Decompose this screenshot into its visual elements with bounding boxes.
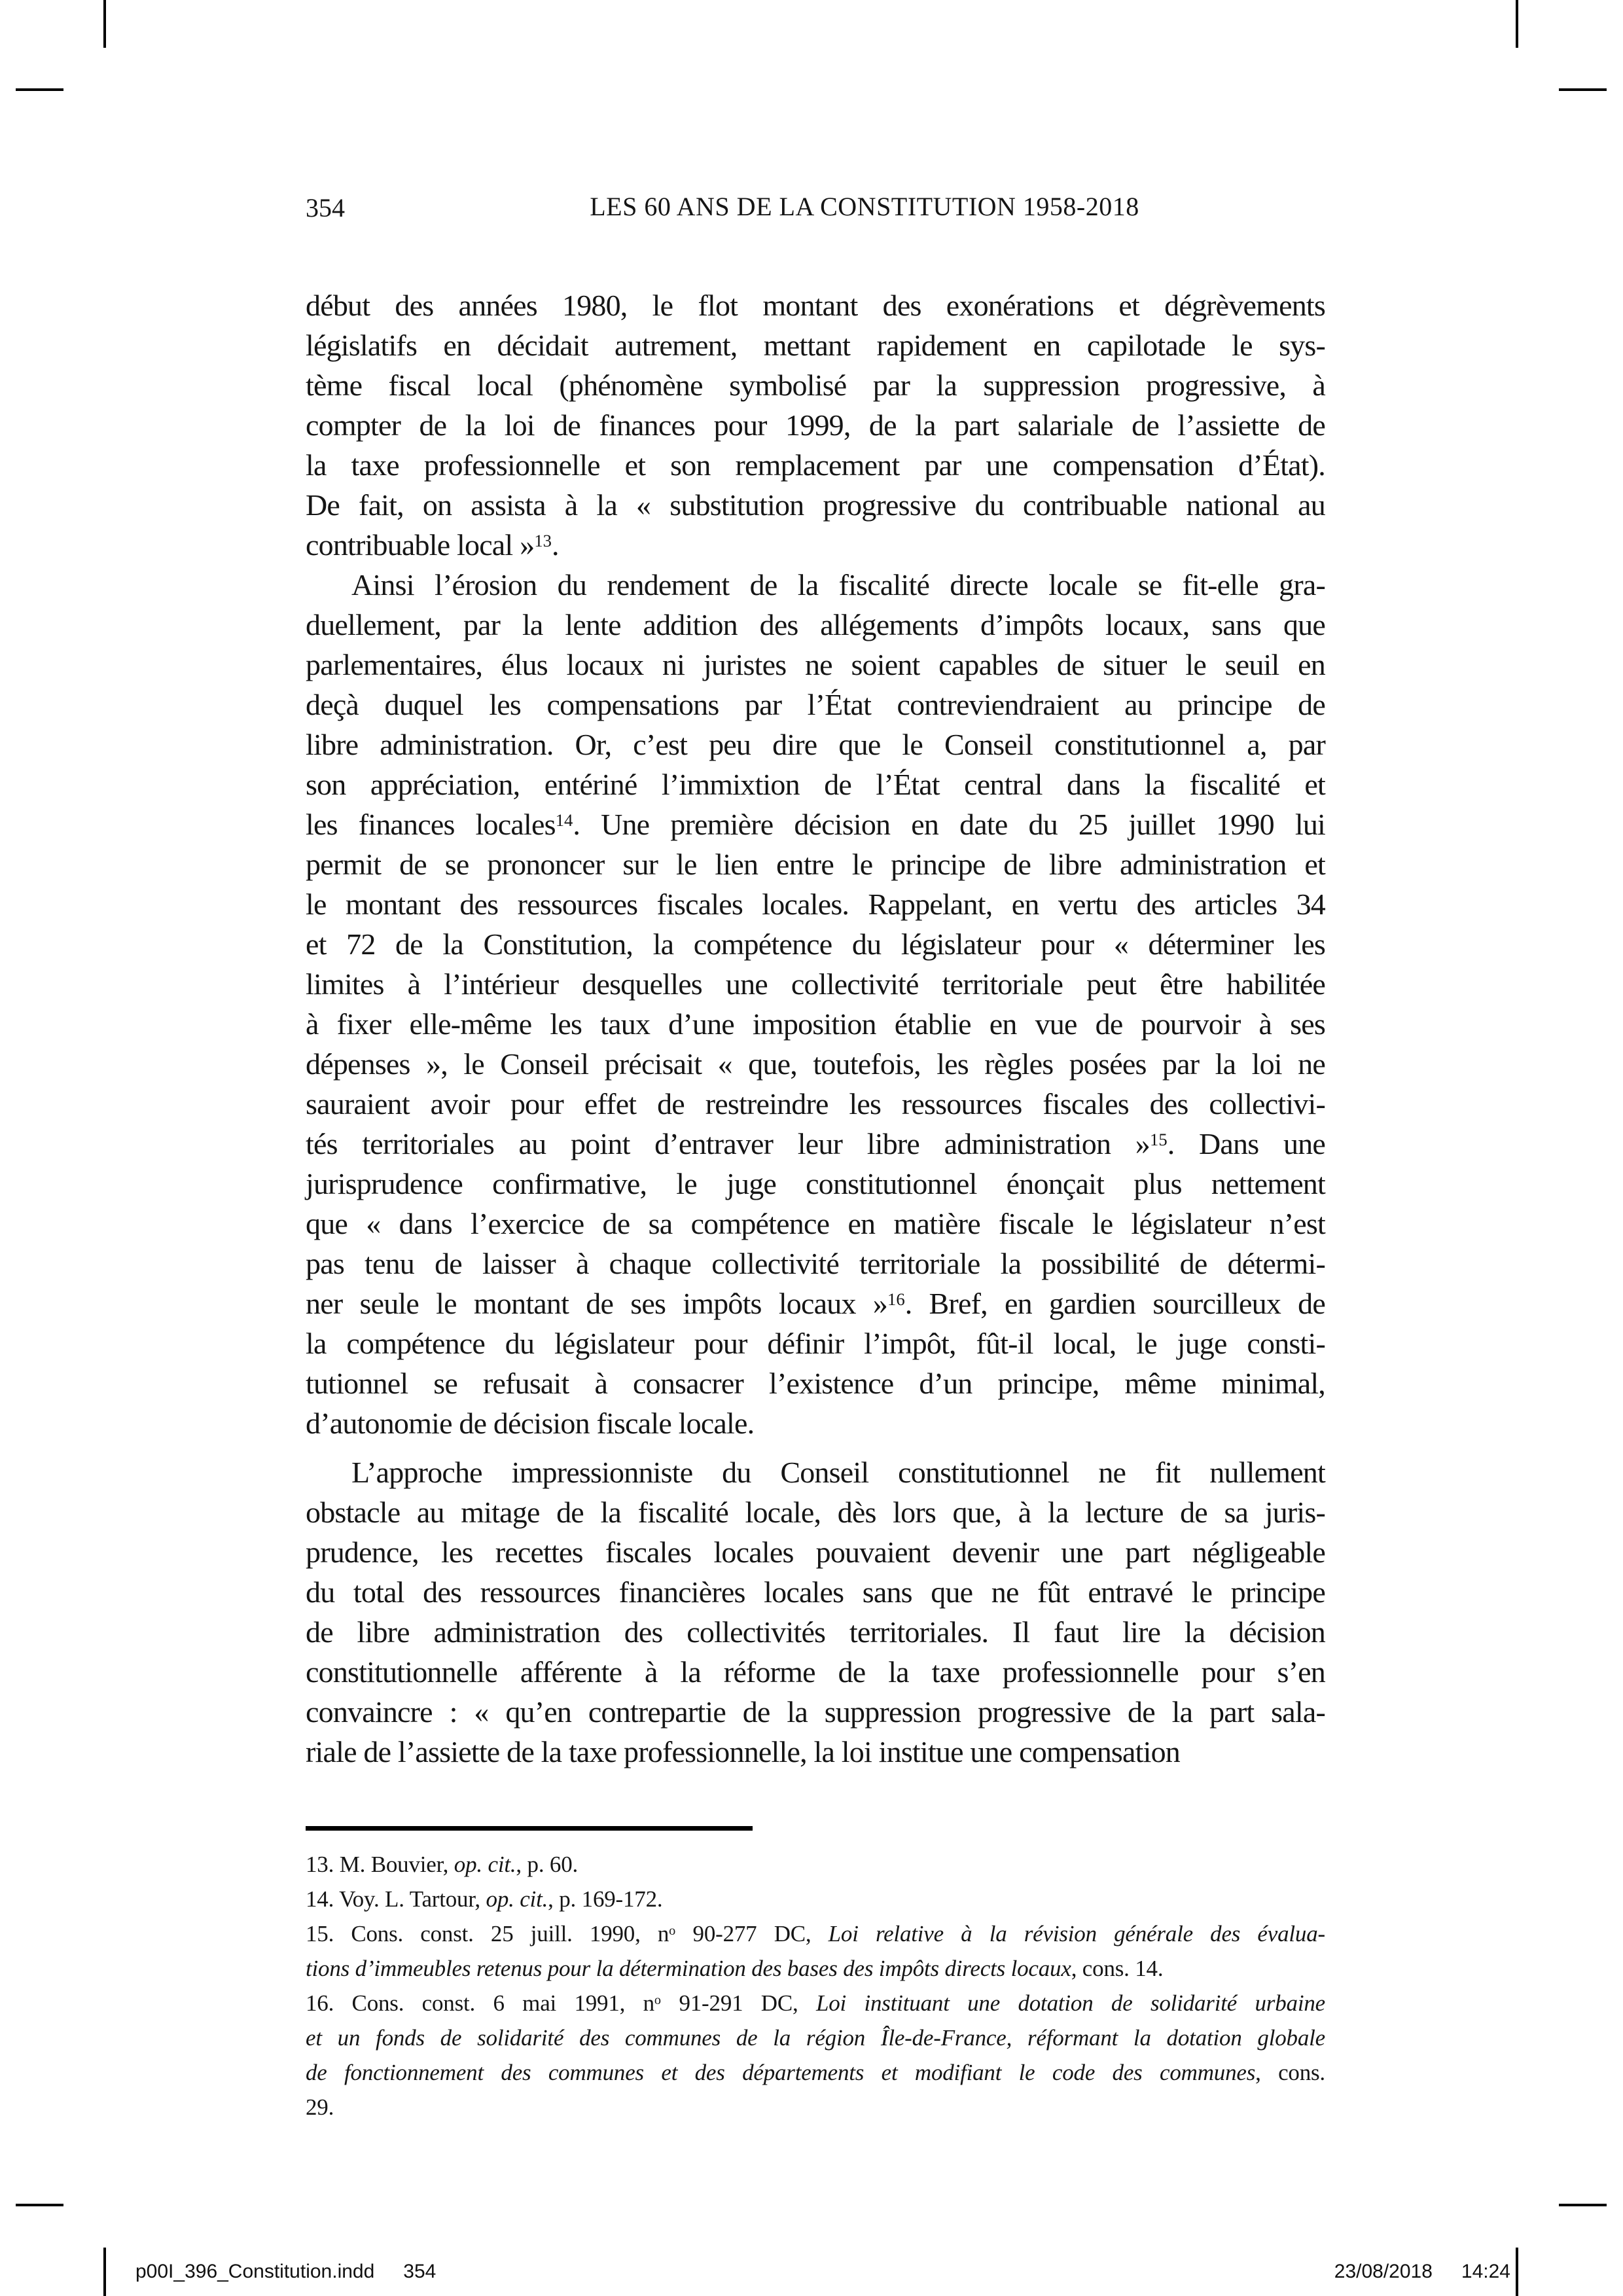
text-line: tés territoriales au point d’entraver leur libre administration »$^{15}$. Dans une <box>306 1127 1325 1160</box>
text-line: son appréciation, entériné l’immixtion de l’État central dans la fiscalité et <box>306 768 1325 801</box>
text-line: 13. M. Bouvier, op. cit., p. 60. <box>306 1852 579 1877</box>
text-line: compter de la loi de finances pour 1999, de la part salariale de l’assiette de <box>306 408 1325 442</box>
page-header <box>306 191 1325 225</box>
text-line: prudence, les recettes fiscales locales pouvaient devenir une part négligeable <box>306 1535 1325 1569</box>
footnote <box>306 1882 1325 1916</box>
text-line: deçà duquel les compensations par l’État contreviendraient au principe de <box>306 688 1325 721</box>
slug-file: p00I_396_Constitution.indd <box>135 2261 375 2282</box>
text-line: L’approche impressionniste du Conseil constitutionnel ne fit nullement <box>351 1456 1325 1489</box>
text-line: limites à l’intérieur desquelles une collectivité territoriale peut être habilitée <box>306 967 1325 1001</box>
text-line: les finances locales$^{14}$. Une première décision en date du 25 juillet 1990 lui <box>306 808 1325 841</box>
text-line: 16. Cons. const. 6 mai 1991, $n^o$ 91-291 DC, Loi instituant une dotation de solidarité urbaine <box>306 1990 1325 2016</box>
text-line: du total des ressources financières locales sans que ne fût entravé le principe <box>306 1575 1325 1609</box>
text-line: Ainsi l’érosion du rendement de la fiscalité directe locale se fit-elle gra- <box>351 568 1325 601</box>
text-line: la compétence du législateur pour définir l’impôt, fût-il local, le juge consti- <box>306 1327 1325 1360</box>
crop-mark-top-right-horizontal <box>1559 88 1607 91</box>
crop-mark-top-left-horizontal <box>16 88 63 91</box>
text-line: début des années 1980, le flot montant des exonérations et dégrèvements <box>306 289 1325 322</box>
footnote <box>306 1847 1325 1882</box>
footnote <box>306 1986 1325 2125</box>
text-line: que « dans l’exercice de sa compétence en matière fiscale le législateur n’est <box>306 1207 1325 1240</box>
text-line: convaincre : « qu’en contrepartie de la suppression progressive de la part sala- <box>306 1695 1325 1729</box>
crop-mark-bottom-left-vertical <box>103 2248 106 2296</box>
text-line: la taxe professionnelle et son remplacement par une compensation d’État). <box>306 448 1325 482</box>
slug-time: 14:24 <box>1461 2261 1510 2282</box>
slug-filename <box>135 2261 436 2283</box>
text-line: ner seule le montant de ses impôts locaux »$^{16}$. Bref, en gardien sourcilleux de <box>306 1287 1325 1320</box>
text-line: législatifs en décidait autrement, mettant rapidement en capilotade le sys- <box>306 329 1325 362</box>
footnotes <box>306 1847 1325 2125</box>
text-line: de fonctionnement des communes et des départements et modifiant le code des communes, cons. <box>306 2060 1325 2085</box>
text-line: contribuable local »$^{13}$. <box>306 528 559 562</box>
text-line: parlementaires, élus locaux ni juristes ne soient capables de situer le seuil en <box>306 648 1325 681</box>
text-line: constitutionnelle afférente à la réforme de la taxe professionnelle pour s’en <box>306 1655 1325 1689</box>
text-line: et 72 de la Constitution, la compétence du législateur pour « déterminer les <box>306 927 1325 961</box>
text-line: le montant des ressources fiscales locales. Rappelant, en vertu des articles 34 <box>306 888 1325 921</box>
text-line: permit de se prononcer sur le lien entre le principe de libre administration et <box>306 848 1325 881</box>
paragraph <box>306 1452 1325 1772</box>
text-line: d’autonomie de décision fiscale locale. <box>306 1407 755 1440</box>
text-line: et un fonds de solidarité des communes de la région Île-de-France, réformant la dotation globale <box>306 2025 1325 2051</box>
running-title: LES 60 ANS DE LA CONSTITUTION 1958-2018 <box>590 192 1139 221</box>
text-line: sauraient avoir pour effet de restreindre les ressources fiscales des collectivi- <box>306 1087 1325 1121</box>
page-number: 354 <box>306 193 345 223</box>
slug-page: 354 <box>403 2261 437 2282</box>
text-line: dépenses », le Conseil précisait « que, toutefois, les règles posées par la loi ne <box>306 1047 1325 1081</box>
text-line: riale de l’assiette de la taxe professionnelle, la loi institue une compensation <box>306 1735 1180 1768</box>
text-line: 15. Cons. const. 25 juill. 1990, $n^o$ 90-277 DC, Loi relative à la révision générale des évalua- <box>306 1921 1325 1946</box>
body-text <box>306 285 1325 1772</box>
text-line: jurisprudence confirmative, le juge constitutionnel énonçait plus nettement <box>306 1167 1325 1200</box>
text-line: obstacle au mitage de la fiscalité locale, dès lors que, à la lecture de sa juris- <box>306 1496 1325 1529</box>
text-line: 14. Voy. L. Tartour, op. cit., p. 169-172. <box>306 1886 663 1912</box>
crop-mark-bottom-left-horizontal <box>16 2204 63 2206</box>
crop-mark-top-right-vertical <box>1516 0 1518 48</box>
text-line: 29. <box>306 2094 334 2120</box>
footnote-rule <box>306 1826 753 1831</box>
text-line: duellement, par la lente addition des allégements d’impôts locaux, sans que <box>306 608 1325 641</box>
text-line: tions d’immeubles retenus pour la détermination des bases des impôts directs locaux, cons. 14. <box>306 1956 1164 1981</box>
text-line: tème fiscal local (phénomène symbolisé par la suppression progressive, à <box>306 368 1325 402</box>
footnote <box>306 1916 1325 1986</box>
slug-datetime <box>1334 2261 1510 2283</box>
text-line: de libre administration des collectivités territoriales. Il faut lire la décision <box>306 1615 1325 1649</box>
text-line: tutionnel se refusait à consacrer l’existence d’un principe, même minimal, <box>306 1367 1325 1400</box>
crop-mark-bottom-right-horizontal <box>1559 2204 1607 2206</box>
paragraph <box>306 565 1325 1443</box>
slug-date: 23/08/2018 <box>1334 2261 1433 2282</box>
text-line: à fixer elle-même les taux d’une imposition établie en vue de pourvoir à ses <box>306 1007 1325 1041</box>
text-line: pas tenu de laisser à chaque collectivité territoriale la possibilité de détermi- <box>306 1247 1325 1280</box>
text-line: libre administration. Or, c’est peu dire que le Conseil constitutionnel a, par <box>306 728 1325 761</box>
text-line: De fait, on assista à la « substitution progressive du contribuable national au <box>306 488 1325 522</box>
paragraph <box>306 285 1325 565</box>
crop-mark-top-left-vertical <box>103 0 106 48</box>
crop-mark-bottom-right-vertical <box>1516 2248 1518 2296</box>
